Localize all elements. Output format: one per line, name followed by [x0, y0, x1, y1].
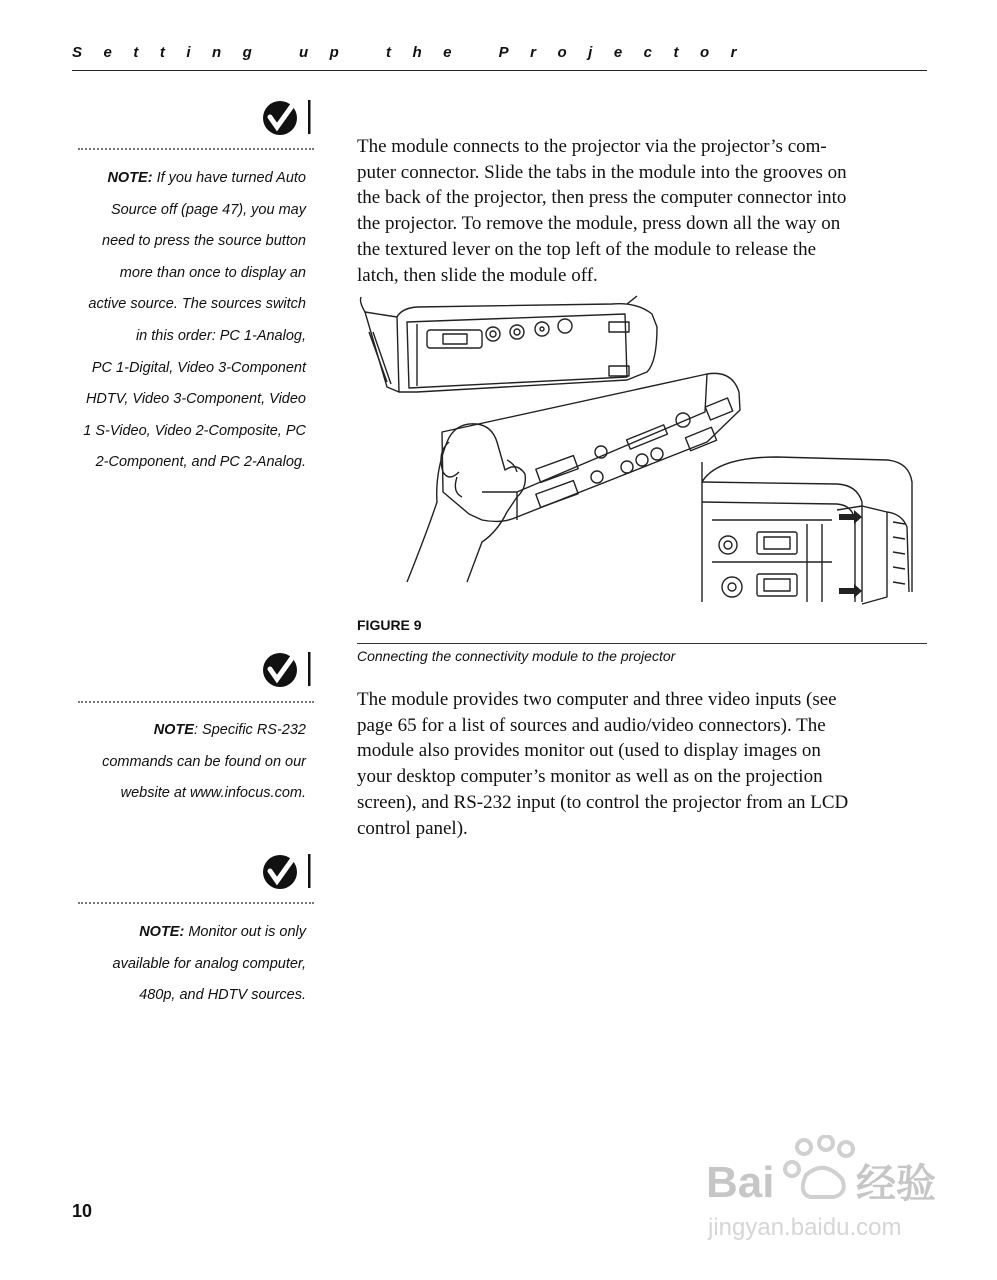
note-divider [78, 701, 314, 703]
body-line: The module provides two computer and three video inputs (see [357, 689, 837, 710]
body-line: your desktop computer’s monitor as well as on the projection [357, 766, 823, 788]
note-line: active source. The sources switch [88, 296, 306, 313]
note-label: NOTE: [139, 924, 185, 940]
body-line: the textured lever on the top left of the module to release the [357, 238, 816, 260]
body-paragraph-module-connect [357, 134, 927, 288]
figure-caption: Connecting the connectivity module to the projector [357, 648, 676, 664]
note-check-icon [262, 650, 314, 690]
note-line: 480p, and HDTV sources. [139, 987, 306, 1004]
note-line: need to press the source button [102, 233, 306, 250]
note-auto-source [74, 163, 306, 479]
note-check-icon [262, 98, 314, 138]
note-line: in this order: PC 1-Analog, [135, 327, 306, 344]
svg-text:du: du [809, 1169, 841, 1199]
body-line: The module connects to the projector via the projector’s com- [357, 136, 827, 157]
note-check-icon [262, 852, 314, 892]
note-label: NOTE: [107, 170, 153, 186]
body-paragraph-module-inputs [357, 687, 927, 841]
svg-text:经验: 经验 [856, 1162, 936, 1206]
note-divider [78, 148, 314, 150]
note-line: Source off (page 47), you may [110, 201, 306, 218]
note-line: more than once to display an [119, 264, 306, 281]
svg-text:jingyan.baidu.com: jingyan.baidu.com [708, 1214, 902, 1241]
note-line: If you have turned Auto [156, 170, 306, 186]
note-line: 1 S-Video, Video 2-Composite, PC [83, 422, 306, 439]
note-line: HDTV, Video 3-Component, Video [85, 391, 306, 408]
body-line: puter connector. Slide the tabs in the module into the grooves on [357, 161, 847, 183]
note-line: Monitor out is only [188, 924, 306, 940]
page-number: 10 [72, 1201, 93, 1221]
figure-rule [357, 643, 927, 644]
note-label: NOTE [153, 722, 194, 738]
note-line: website at www.infocus.com. [120, 785, 306, 802]
note-line: available for analog computer, [112, 955, 306, 972]
running-header [72, 40, 927, 71]
running-header-title: Setting up the Projector [72, 44, 759, 61]
figure-connectivity-module-illustration [357, 292, 927, 607]
body-line: the projector. To remove the module, press down all the way on [357, 213, 841, 235]
body-line: control panel). [357, 817, 468, 839]
baidu-jingyan-watermark-logo [706, 1135, 941, 1243]
figure-label: FIGURE 9 [357, 617, 422, 633]
note-line: 2-Component, and PC 2-Analog. [95, 454, 306, 471]
note-line: PC 1-Digital, Video 3-Component [91, 359, 306, 376]
body-line: screen), and RS-232 input (to control the projector from an LCD [357, 791, 849, 813]
body-line: module also provides monitor out (used to display images on [357, 740, 821, 762]
note-line: commands can be found on our [102, 753, 306, 770]
note-monitor-out [74, 917, 306, 1012]
body-line: the back of the projector, then press the computer connector into [357, 187, 847, 209]
svg-text:Bai: Bai [706, 1158, 775, 1207]
body-line: latch, then slide the module off. [357, 264, 598, 286]
body-line: page 65 for a list of sources and audio/video connectors). The [357, 714, 826, 736]
note-line: : Specific RS-232 [193, 722, 306, 738]
note-rs232 [74, 715, 306, 810]
note-divider [78, 902, 314, 904]
